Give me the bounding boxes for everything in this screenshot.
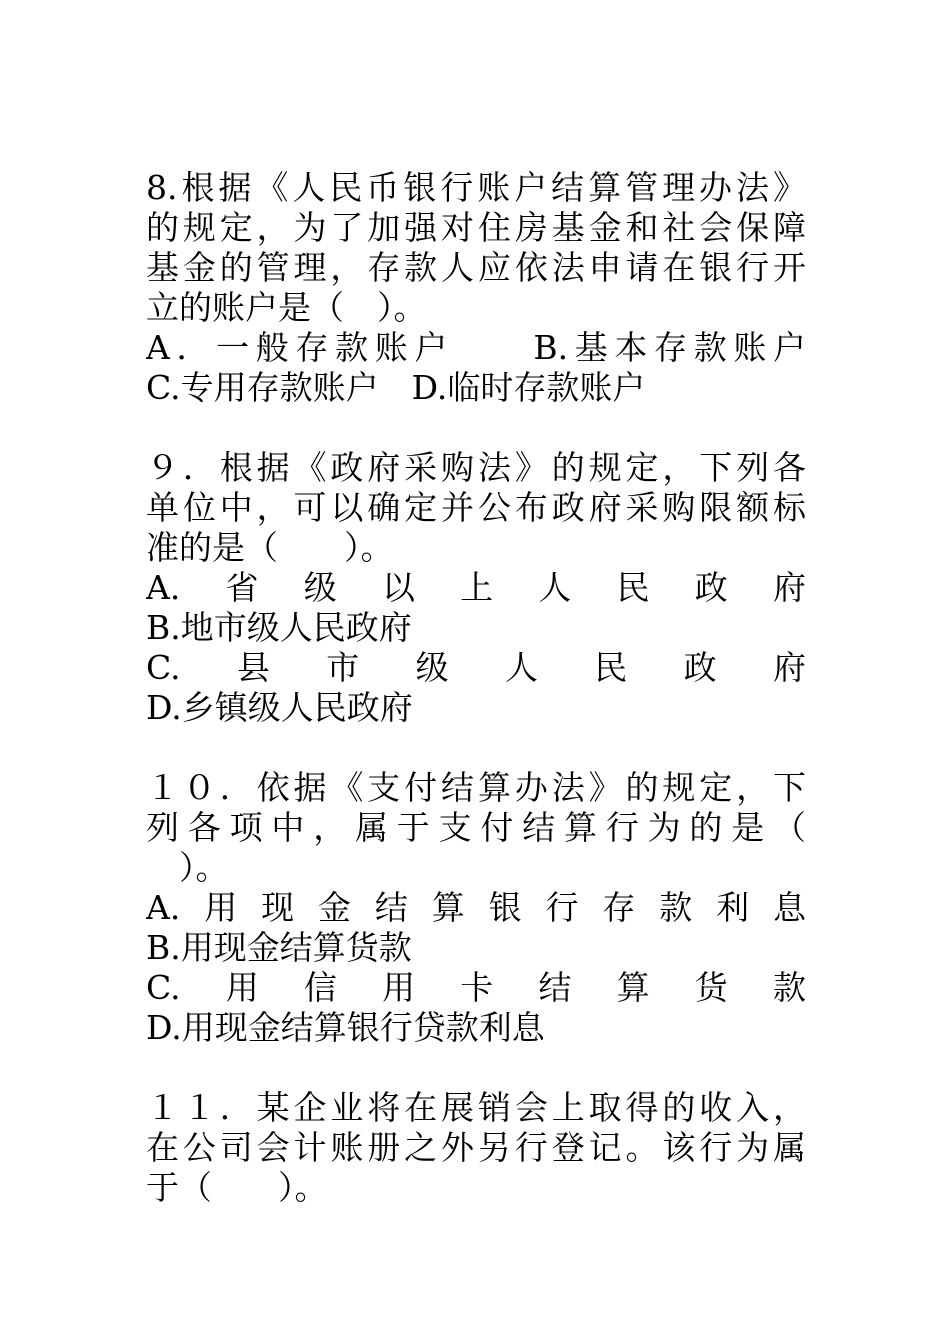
document-page (146, 168, 806, 1208)
question-8-stem-line-4: 立的账户是（ ）。 (146, 288, 427, 327)
question-9-option-c: C. 县 市 级 人 民 政 府 (146, 648, 806, 687)
question-8-stem-line-2: 的规定，为了加强对住房基金和社会保障 (146, 208, 806, 247)
question-10-option-b: B.用现金结算货款 (146, 928, 412, 967)
question-11-stem-line-1: １１．某企业将在展销会上取得的收入， (146, 1088, 806, 1127)
question-9 (146, 448, 806, 728)
question-10-option-c: C. 用 信 用 卡 结 算 货 款 (146, 968, 806, 1007)
question-9-stem-line-1: ９．根据《政府采购法》的规定，下列各 (146, 448, 806, 487)
question-11-stem-line-3: 于（ ）。 (146, 1168, 328, 1207)
question-9-stem-line-2: 单位中，可以确定并公布政府采购限额标 (146, 488, 806, 527)
spacer (146, 1048, 806, 1088)
question-10-stem-line-2: 列各项中，属于支付结算行为的是（ (146, 808, 806, 847)
question-11-stem-line-2: 在公司会计账册之外另行登记。该行为属 (146, 1128, 806, 1167)
question-10-stem-line-3: ）。 (146, 848, 229, 887)
question-9-option-d: D.乡镇级人民政府 (146, 688, 413, 727)
question-8-stem-line-1: 8.根据《人民币银行账户结算管理办法》 (146, 168, 806, 207)
question-9-option-a: A. 省 级 以 上 人 民 政 府 (146, 568, 806, 607)
question-10-option-a: A.用现金结算银行存款利息 (146, 888, 806, 927)
question-10 (146, 768, 806, 1048)
question-10-option-d: D.用现金结算银行贷款利息 (146, 1008, 545, 1047)
question-8-options-ab: A．一般存款账户 B.基本存款账户 (146, 328, 806, 367)
question-8-stem-line-3: 基金的管理，存款人应依法申请在银行开 (146, 248, 806, 287)
spacer (146, 408, 806, 448)
question-8-options-cd: C.专用存款账户 D.临时存款账户 (146, 368, 646, 407)
question-9-stem-line-3: 准的是（ ）。 (146, 528, 394, 567)
question-9-option-b: B.地市级人民政府 (146, 608, 412, 647)
question-11 (146, 1088, 806, 1208)
question-10-stem-line-1: １０．依据《支付结算办法》的规定，下 (146, 768, 806, 807)
spacer (146, 728, 806, 768)
question-8 (146, 168, 806, 408)
